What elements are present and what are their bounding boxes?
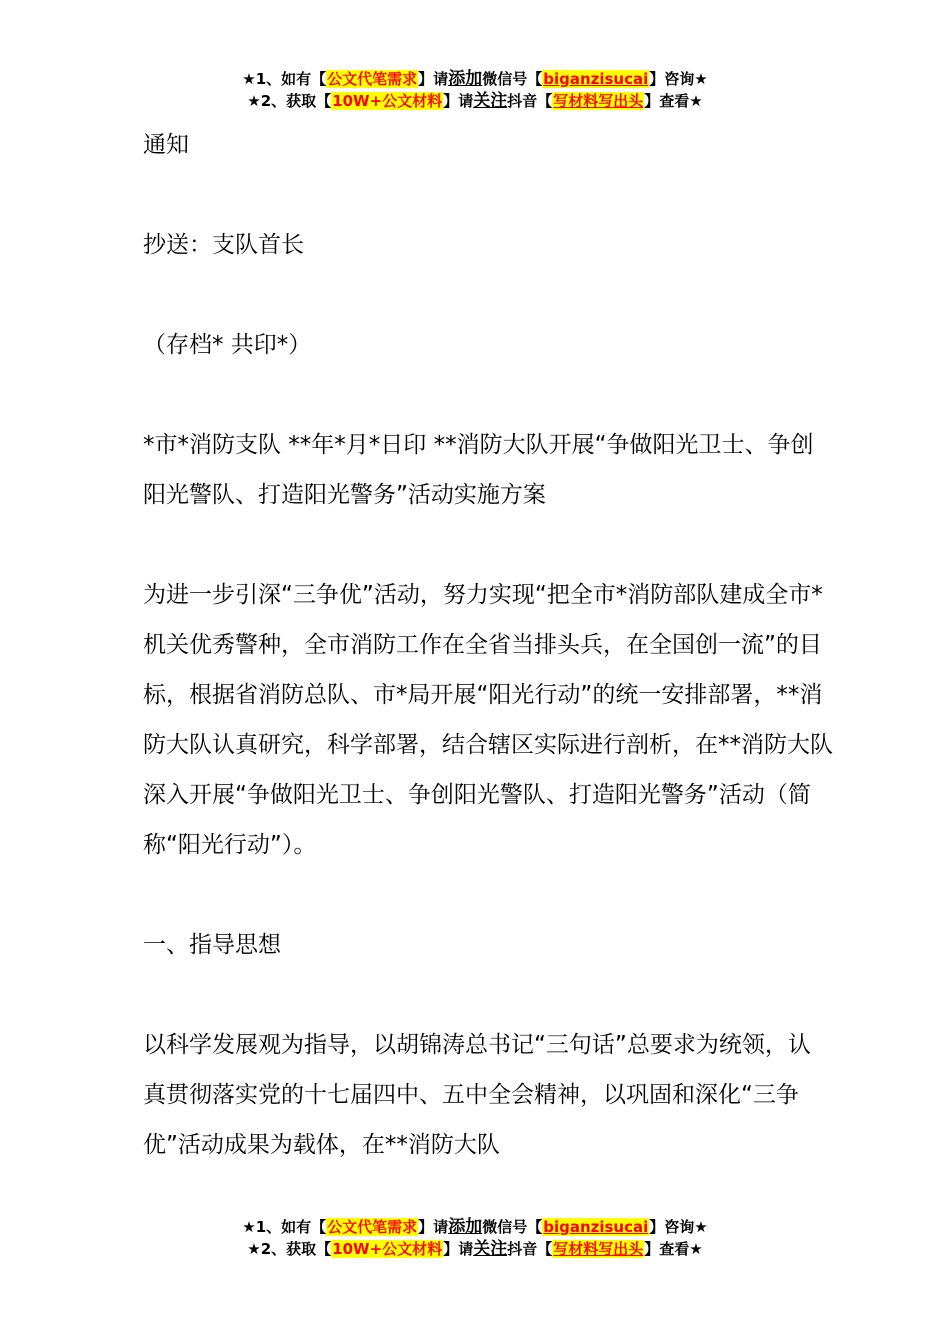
emphasis-add: 添加	[448, 1217, 483, 1237]
emphasis-add: 添加	[448, 69, 483, 89]
cc-line: 抄送：支队首长	[143, 232, 304, 258]
banner-line-2: ★2、获取【10W+公文材料】请关注抖音【写材料写出头】查看★	[247, 91, 703, 111]
douyin-account-link[interactable]: 写材料写出头	[553, 92, 644, 110]
header-banner	[0, 68, 950, 112]
notice-title: 通知	[143, 132, 189, 158]
banner-line-1: ★1、如有【公文代笔需求】请添加微信号【biganzisucai】咨询★	[242, 69, 708, 89]
highlight-service: 公文代笔需求	[327, 70, 418, 88]
highlight-service: 公文代笔需求	[327, 1218, 418, 1236]
plan-title: *市*消防支队 **年*月*日印 **消防大队开展“争做阳光卫士、争创阳光警队、打造阳光警务”活动实施方案	[143, 432, 814, 508]
guiding-thought-paragraph: 以科学发展观为指导，以胡锦涛总书记“三句话”总要求为统领，认真贯彻落实党的十七届四中、五中全会精神，以巩固和深化“三争优”活动成果为载体，在**消防大队	[143, 1032, 811, 1158]
document-body	[143, 120, 833, 1220]
archive-line: （存档* 共印*）	[143, 332, 312, 358]
highlight-materials: 10W+公文材料	[332, 92, 443, 110]
section-heading: 一、指导思想	[143, 932, 281, 958]
intro-paragraph: 为进一步引深“三争优”活动，努力实现“把全市*消防部队建成全市*机关优秀警种，全市消防工作在全省当排头兵，在全国创一流”的目标，根据省消防总队、市*局开展“阳光行动”的统一安排部署，**消防大队认真研究，科学部署，结合辖区实际进行剖析，在**消防大队深入开展“争做阳光卫士、争创阳光警队、打造阳光警务”活动（简称“阳光行动”）。	[143, 582, 833, 858]
wechat-id-link[interactable]: biganzisucai	[543, 70, 649, 88]
wechat-id-link[interactable]: biganzisucai	[543, 1218, 649, 1236]
emphasis-follow: 关注	[473, 91, 508, 111]
footer-line-2: ★2、获取【10W+公文材料】请关注抖音【写材料写出头】查看★	[247, 1239, 703, 1259]
footer-banner	[0, 1216, 950, 1260]
footer-line-1: ★1、如有【公文代笔需求】请添加微信号【biganzisucai】咨询★	[242, 1217, 708, 1237]
highlight-materials: 10W+公文材料	[332, 1240, 443, 1258]
douyin-account-link[interactable]: 写材料写出头	[553, 1240, 644, 1258]
emphasis-follow: 关注	[473, 1239, 508, 1259]
